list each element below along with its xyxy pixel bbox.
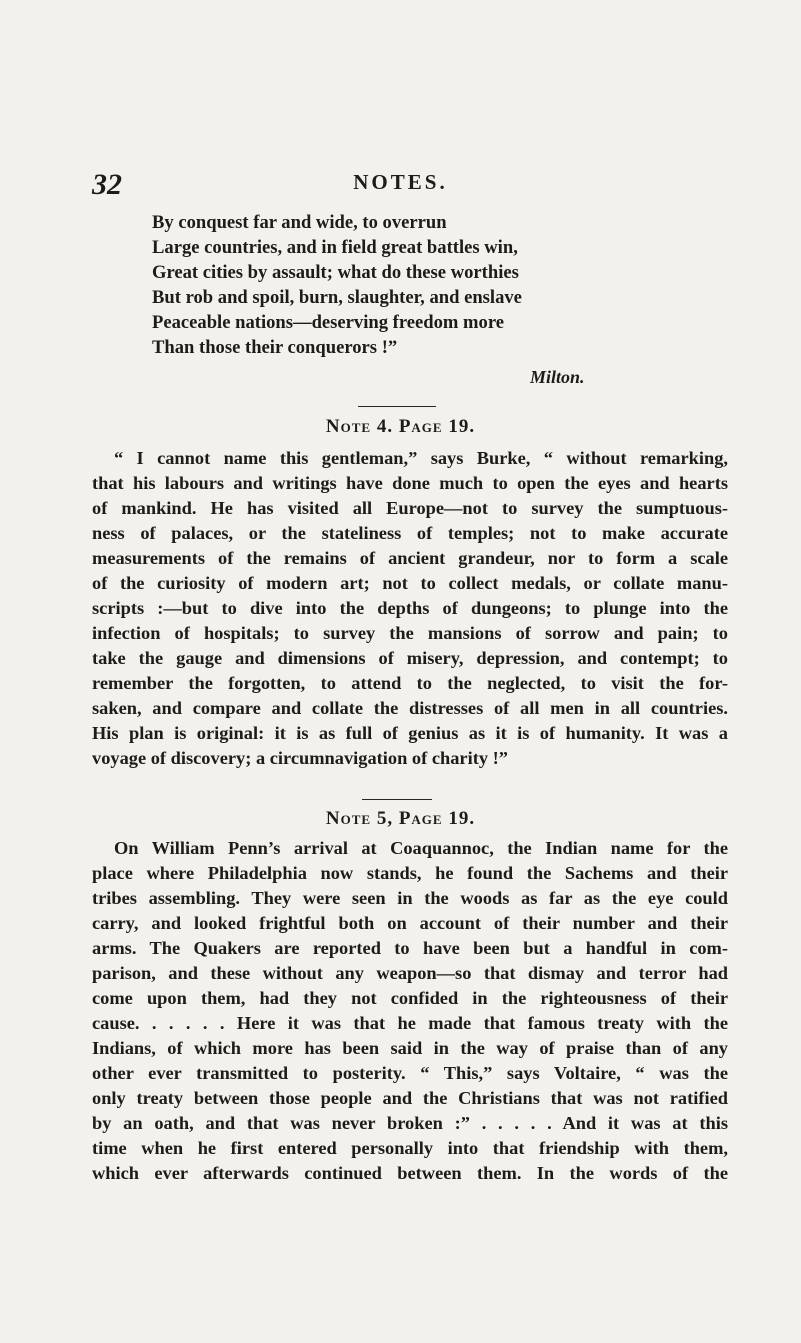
poem-attribution: Milton. [530, 367, 585, 387]
page-number: 32 [92, 168, 122, 201]
text-line: parison, and these without any weapon—so that dismay and terror had [92, 963, 728, 983]
note-4-heading: Note 4. Page 19. [325, 416, 476, 437]
poem-quotation [152, 210, 632, 360]
text-line: of the curiosity of modern art; not to collect medals, or collate manu- [92, 573, 728, 593]
text-line: Indians, of which more has been said in the way of praise than of any [92, 1038, 728, 1058]
text-line: On William Penn’s arrival at Coaquannoc, the Indian name for the [114, 838, 728, 858]
section-divider [362, 799, 432, 800]
text-line: “ I cannot name this gentleman,” says Burke, “ without remarking, [114, 448, 728, 468]
section-divider [358, 406, 436, 407]
text-line: infection of hospitals; to survey the mansions of sorrow and pain; to [92, 623, 728, 643]
text-line: remember the forgotten, to attend to the neglected, to visit the for- [92, 673, 728, 693]
note-5-heading: Note 5, Page 19. [325, 808, 476, 829]
text-line: tribes assembling. They were seen in the woods as far as the eye could [92, 888, 728, 908]
text-line: other ever transmitted to posterity. “ This,” says Voltaire, “ was the [92, 1063, 728, 1083]
text-line: by an oath, and that was never broken :” . . . . . And it was at this [92, 1113, 728, 1133]
text-line: His plan is original: it is as full of genius as it is of humanity. It was a [92, 723, 728, 743]
text-line: come upon them, had they not confided in the righteousness of their [92, 988, 728, 1008]
poem-line: Peaceable nations—deserving freedom more [152, 312, 505, 333]
poem-line: By conquest far and wide, to overrun [152, 212, 447, 233]
text-line: take the gauge and dimensions of misery, depression, and contempt; to [92, 648, 728, 668]
text-line: of mankind. He has visited all Europe—not to survey the sumptuous- [92, 498, 728, 518]
text-line: time when he first entered personally into that friendship with them, [92, 1138, 728, 1158]
page-header [0, 168, 801, 204]
text-line: scripts :—but to dive into the depths of dungeons; to plunge into the [92, 598, 728, 618]
poem-line: Large countries, and in field great battles win, [152, 237, 518, 258]
running-title: NOTES. [353, 170, 448, 194]
note-4-text [92, 446, 728, 771]
text-line: only treaty between those people and the Christians that was not ratified [92, 1088, 728, 1108]
text-line: voyage of discovery; a circumnavigation of charity !” [92, 748, 508, 768]
text-line: cause. . . . . . Here it was that he made that famous treaty with the [92, 1013, 728, 1033]
text-line: arms. The Quakers are reported to have been but a handful in com- [92, 938, 728, 958]
text-line: ness of palaces, or the stateliness of temples; not to make accurate [92, 523, 728, 543]
text-line: that his labours and writings have done much to open the eyes and hearts [92, 473, 728, 493]
note-5-text [92, 836, 728, 1186]
text-line: measurements of the remains of ancient grandeur, nor to form a scale [92, 548, 728, 568]
text-line: saken, and compare and collate the distresses of all men in all countries. [92, 698, 728, 718]
text-line: carry, and looked frightful both on account of their number and their [92, 913, 728, 933]
text-line: place where Philadelphia now stands, he found the Sachems and their [92, 863, 728, 883]
text-line: which ever afterwards continued between them. In the words of the [92, 1163, 728, 1183]
poem-line: Great cities by assault; what do these worthies [152, 262, 519, 283]
poem-line: But rob and spoil, burn, slaughter, and enslave [152, 287, 522, 308]
poem-line: Than those their conquerors !” [152, 337, 398, 358]
